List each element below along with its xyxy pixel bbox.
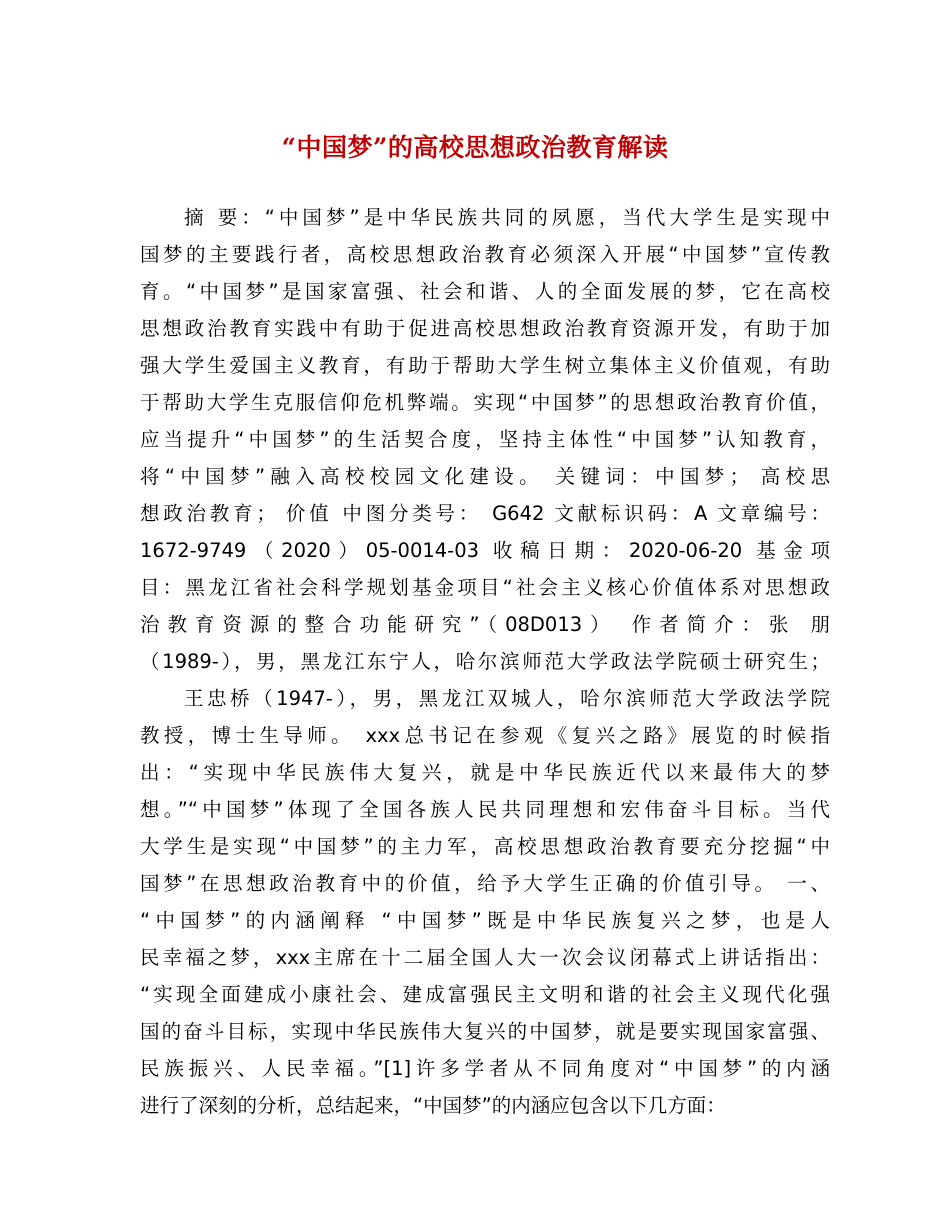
text-line: 大学生是实现“中国梦”的主力军，高校思想政治教育要充分挖掘“中 xyxy=(140,835,830,858)
text-line: 国的奋斗目标，实现中华民族伟大复兴的中国梦，就是要实现国家富强、 xyxy=(140,1020,830,1043)
text-line: 强大学生爱国主义教育，有助于帮助大学生树立集体主义价值观，有助 xyxy=(140,354,830,377)
text-line: 进行了深刻的分析，总结起来，“中国梦”的内涵应包含以下几方面： xyxy=(140,1094,726,1117)
text-line: 摘 要：“中国梦”是中华民族共同的夙愿，当代大学生是实现中 xyxy=(184,206,830,229)
text-line: 国梦的主要践行者，高校思想政治教育必须深入开展“中国梦”宣传教 xyxy=(140,243,830,266)
text-line: 出：“实现中华民族伟大复兴，就是中华民族近代以来最伟大的梦 xyxy=(140,761,830,784)
text-line: 将“中国梦”融入高校校园文化建设。 关键词：中国梦； 高校思 xyxy=(140,465,830,488)
text-line: 民族振兴、人民幸福。”[1]许多学者从不同角度对“中国梦”的内涵 xyxy=(140,1057,830,1080)
text-line: 王忠桥（1947-），男，黑龙江双城人，哈尔滨师范大学政法学院 xyxy=(184,687,830,710)
document-title: “中国梦”的高校思想政治教育解读 xyxy=(281,133,669,162)
text-line: 民幸福之梦，xxx主席在十二届全国人大一次会议闭幕式上讲话指出： xyxy=(140,946,830,969)
text-line: 国梦”在思想政治教育中的价值，给予大学生正确的价值引导。 一、 xyxy=(140,872,830,895)
text-line: 于帮助大学生克服信仰危机弊端。实现“中国梦”的思想政治教育价值， xyxy=(140,391,830,414)
text-line: 1672-9749（2020）05-0014-03 收稿日期：2020-06-20 基金项 xyxy=(140,539,830,562)
text-line: “中国梦”的内涵阐释 “中国梦”既是中华民族复兴之梦，也是人 xyxy=(140,909,830,932)
text-line: （1989-），男，黑龙江东宁人，哈尔滨师范大学政法学院硕士研究生； xyxy=(140,650,830,673)
text-line: 教授，博士生导师。 xxx总书记在参观《复兴之路》展览的时候指 xyxy=(140,724,830,747)
text-line: 目：黑龙江省社会科学规划基金项目“社会主义核心价值体系对思想政 xyxy=(140,576,830,599)
text-line: 想。”“中国梦”体现了全国各族人民共同理想和宏伟奋斗目标。当代 xyxy=(140,798,830,821)
text-line: 应当提升“中国梦”的生活契合度，坚持主体性“中国梦”认知教育， xyxy=(140,428,830,451)
text-line: 治教育资源的整合功能研究”（08D013） 作者简介：张 朋 xyxy=(140,613,830,636)
text-line: “实现全面建成小康社会、建成富强民主文明和谐的社会主义现代化强 xyxy=(140,983,830,1006)
text-line: 育。“中国梦”是国家富强、社会和谐、人的全面发展的梦，它在高校 xyxy=(140,280,830,303)
text-line: 思想政治教育实践中有助于促进高校思想政治教育资源开发，有助于加 xyxy=(140,317,830,340)
text-line: 想政治教育； 价值 中图分类号： G642 文献标识码：A 文章编号： xyxy=(140,502,830,525)
